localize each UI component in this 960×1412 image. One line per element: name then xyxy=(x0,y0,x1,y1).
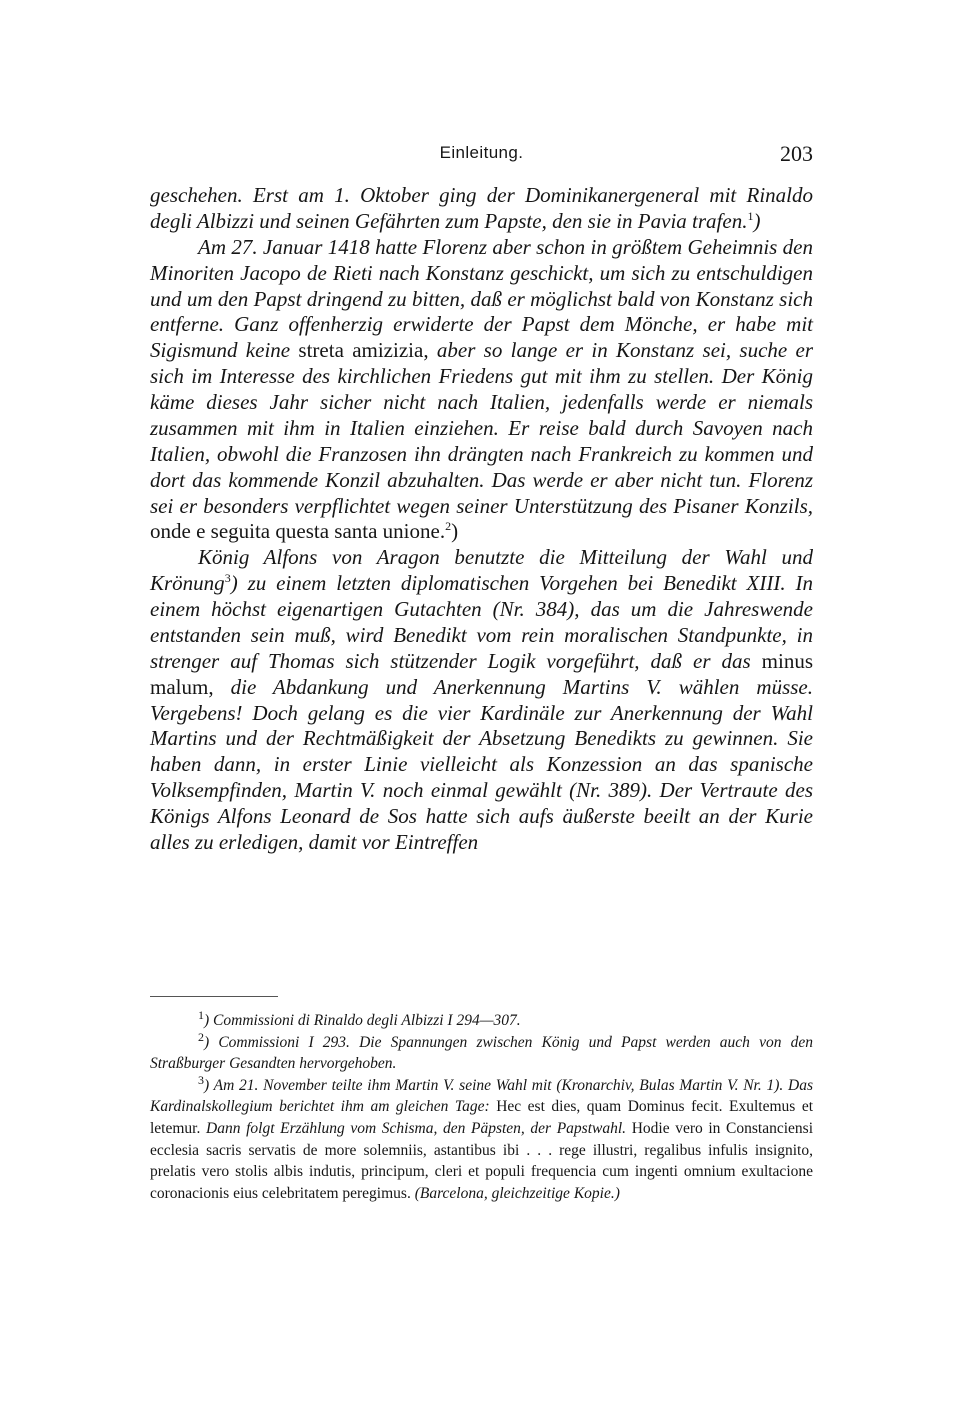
paragraph-1-close: ) xyxy=(753,208,761,233)
paragraph-3-text-c: die Abdankung und Anerkennung Martins V. wählen müsse. Vergebens! Doch gelang es die vier Kardinäle zur Anerkennung der Wahl Martins und der Rechtmäßigkeit der Absetzung Benedikts zu gewinnen. Sie haben dann, in erster Linie vielleicht als Konzession an das spanische Volksempfinden, Martin V. noch einmal gewählt (Nr. 389). Der Vertraute des Königs Alfons Leonard de Sos hatte sich aufs äußerste beeilt an der Kurie alles zu erledigen, damit vor Eintreffen xyxy=(150,674,813,854)
running-title: Einleitung. xyxy=(439,143,524,162)
paragraph-3 xyxy=(150,545,813,856)
latin-phrase: minus malum, xyxy=(150,648,813,699)
footnote-ref-3: 3 xyxy=(224,571,231,586)
footnote-3-latin-a: Hec est dies, quam Dominus fecit. Exultemus et letemur. xyxy=(150,1098,814,1137)
paragraph-1 xyxy=(150,183,813,235)
footnote-1 xyxy=(150,1007,813,1032)
italian-quote-1: streta amizizia, xyxy=(298,338,429,363)
page-number: 203 xyxy=(780,141,813,166)
footnote-3-text-a: ) Am 21. November teilte ihm Martin V. seine Wahl mit (Kronarchiv, Bulas Martin V. Nr. 1). Das Kardinalskollegium berichtet ihm am gleichen Tage: xyxy=(150,1076,813,1116)
footnotes xyxy=(150,1007,814,1204)
footnote-ref-1: 1 xyxy=(747,208,754,223)
footnote-2-text: ) Commissioni I 293. Die Spannungen zwischen König und Papst werden auch von den Straßburger Gesandten hervorgehoben. xyxy=(150,1033,813,1073)
paragraph-3-text-b: ) zu einem letzten diplomatischen Vorgehen bei Benedikt XIII. In einem höchst eigenartigen Gutachten (Nr. 384), das um die Jahreswende entstanden sein muß, wird Benedikt vom rein moralischen Standpunkte, in strenger auf Thomas sich stützender Logik vorgeführt, daß er das xyxy=(150,571,813,673)
footnote-2 xyxy=(150,1029,813,1075)
footnote-2-number: 2 xyxy=(198,1029,204,1044)
paragraph-2-close: ) xyxy=(451,519,459,544)
main-text xyxy=(150,183,813,856)
italian-quote-2: onde e seguita questa santa unione. xyxy=(150,519,446,544)
footnote-3-number: 3 xyxy=(198,1072,204,1087)
paragraph-1-text: geschehen. Erst am 1. Oktober ging der Dominikanergeneral mit Rinaldo degli Albizzi und seinen Gefährten zum Papste, den sie in Pavia trafen. xyxy=(150,183,813,233)
footnote-3-latin-b: Hodie vero in Constanciensi ecclesia sacris servatis de more solemniis, astantibus ibi . . . rege illustri, regalibus infulis insignito, prelatis vero stolis albis indutis, principum, cleri et populi frequencia cum ingenti omnium exultacione coronacionis eius celebritatem peregimus. xyxy=(150,1119,814,1202)
footnote-separator xyxy=(150,996,278,997)
paragraph-3-text-a: König Alfons von Aragon benutzte die Mitteilung der Wahl und Krönung xyxy=(150,545,813,596)
footnote-ref-2: 2 xyxy=(445,519,452,534)
paragraph-2-text-a: Am 27. Januar 1418 hatte Florenz aber schon in größtem Geheimnis den Minoriten Jacopo de Rieti nach Konstanz geschickt, um sich zu entschuldigen und um den Papst dringend zu bitten, daß er möglichst bald von Konstanz sich entferne. Ganz offenherzig erwiderte der Papst dem Mönche, er habe mit Sigismund keine xyxy=(150,234,813,363)
footnote-3-source: (Barcelona, gleichzeitige Kopie.) xyxy=(414,1184,620,1202)
footnote-3-text-b: Dann folgt Erzählung vom Schisma, den Päpsten, der Papstwahl. xyxy=(206,1119,627,1137)
footnote-3 xyxy=(150,1072,814,1205)
paragraph-2-text-b: aber so lange er in Konstanz sei, suche er sich im Interesse des kirchlichen Friedens gut mit ihm zu stellen. Der König käme dieses Jahr sicher nicht nach Italien, jedenfalls werde er niemals zusammen mit ihm in Italien einziehen. Er reise bald durch Savoyen nach Italien, obwohl die Franzosen ihn drängten nach Frankreich zu kommen und dort das kommende Konzil abzuhalten. Das werde er aber nicht tun. Florenz sei er besonders verpflichtet wegen seiner Unterstützung des Pisaner Konzils, xyxy=(150,338,814,518)
running-header xyxy=(150,141,813,169)
paragraph-2 xyxy=(150,235,813,546)
footnote-1-text: ) Commissioni di Rinaldo degli Albizzi I 294—307. xyxy=(204,1012,521,1029)
footnote-1-number: 1 xyxy=(198,1007,204,1022)
